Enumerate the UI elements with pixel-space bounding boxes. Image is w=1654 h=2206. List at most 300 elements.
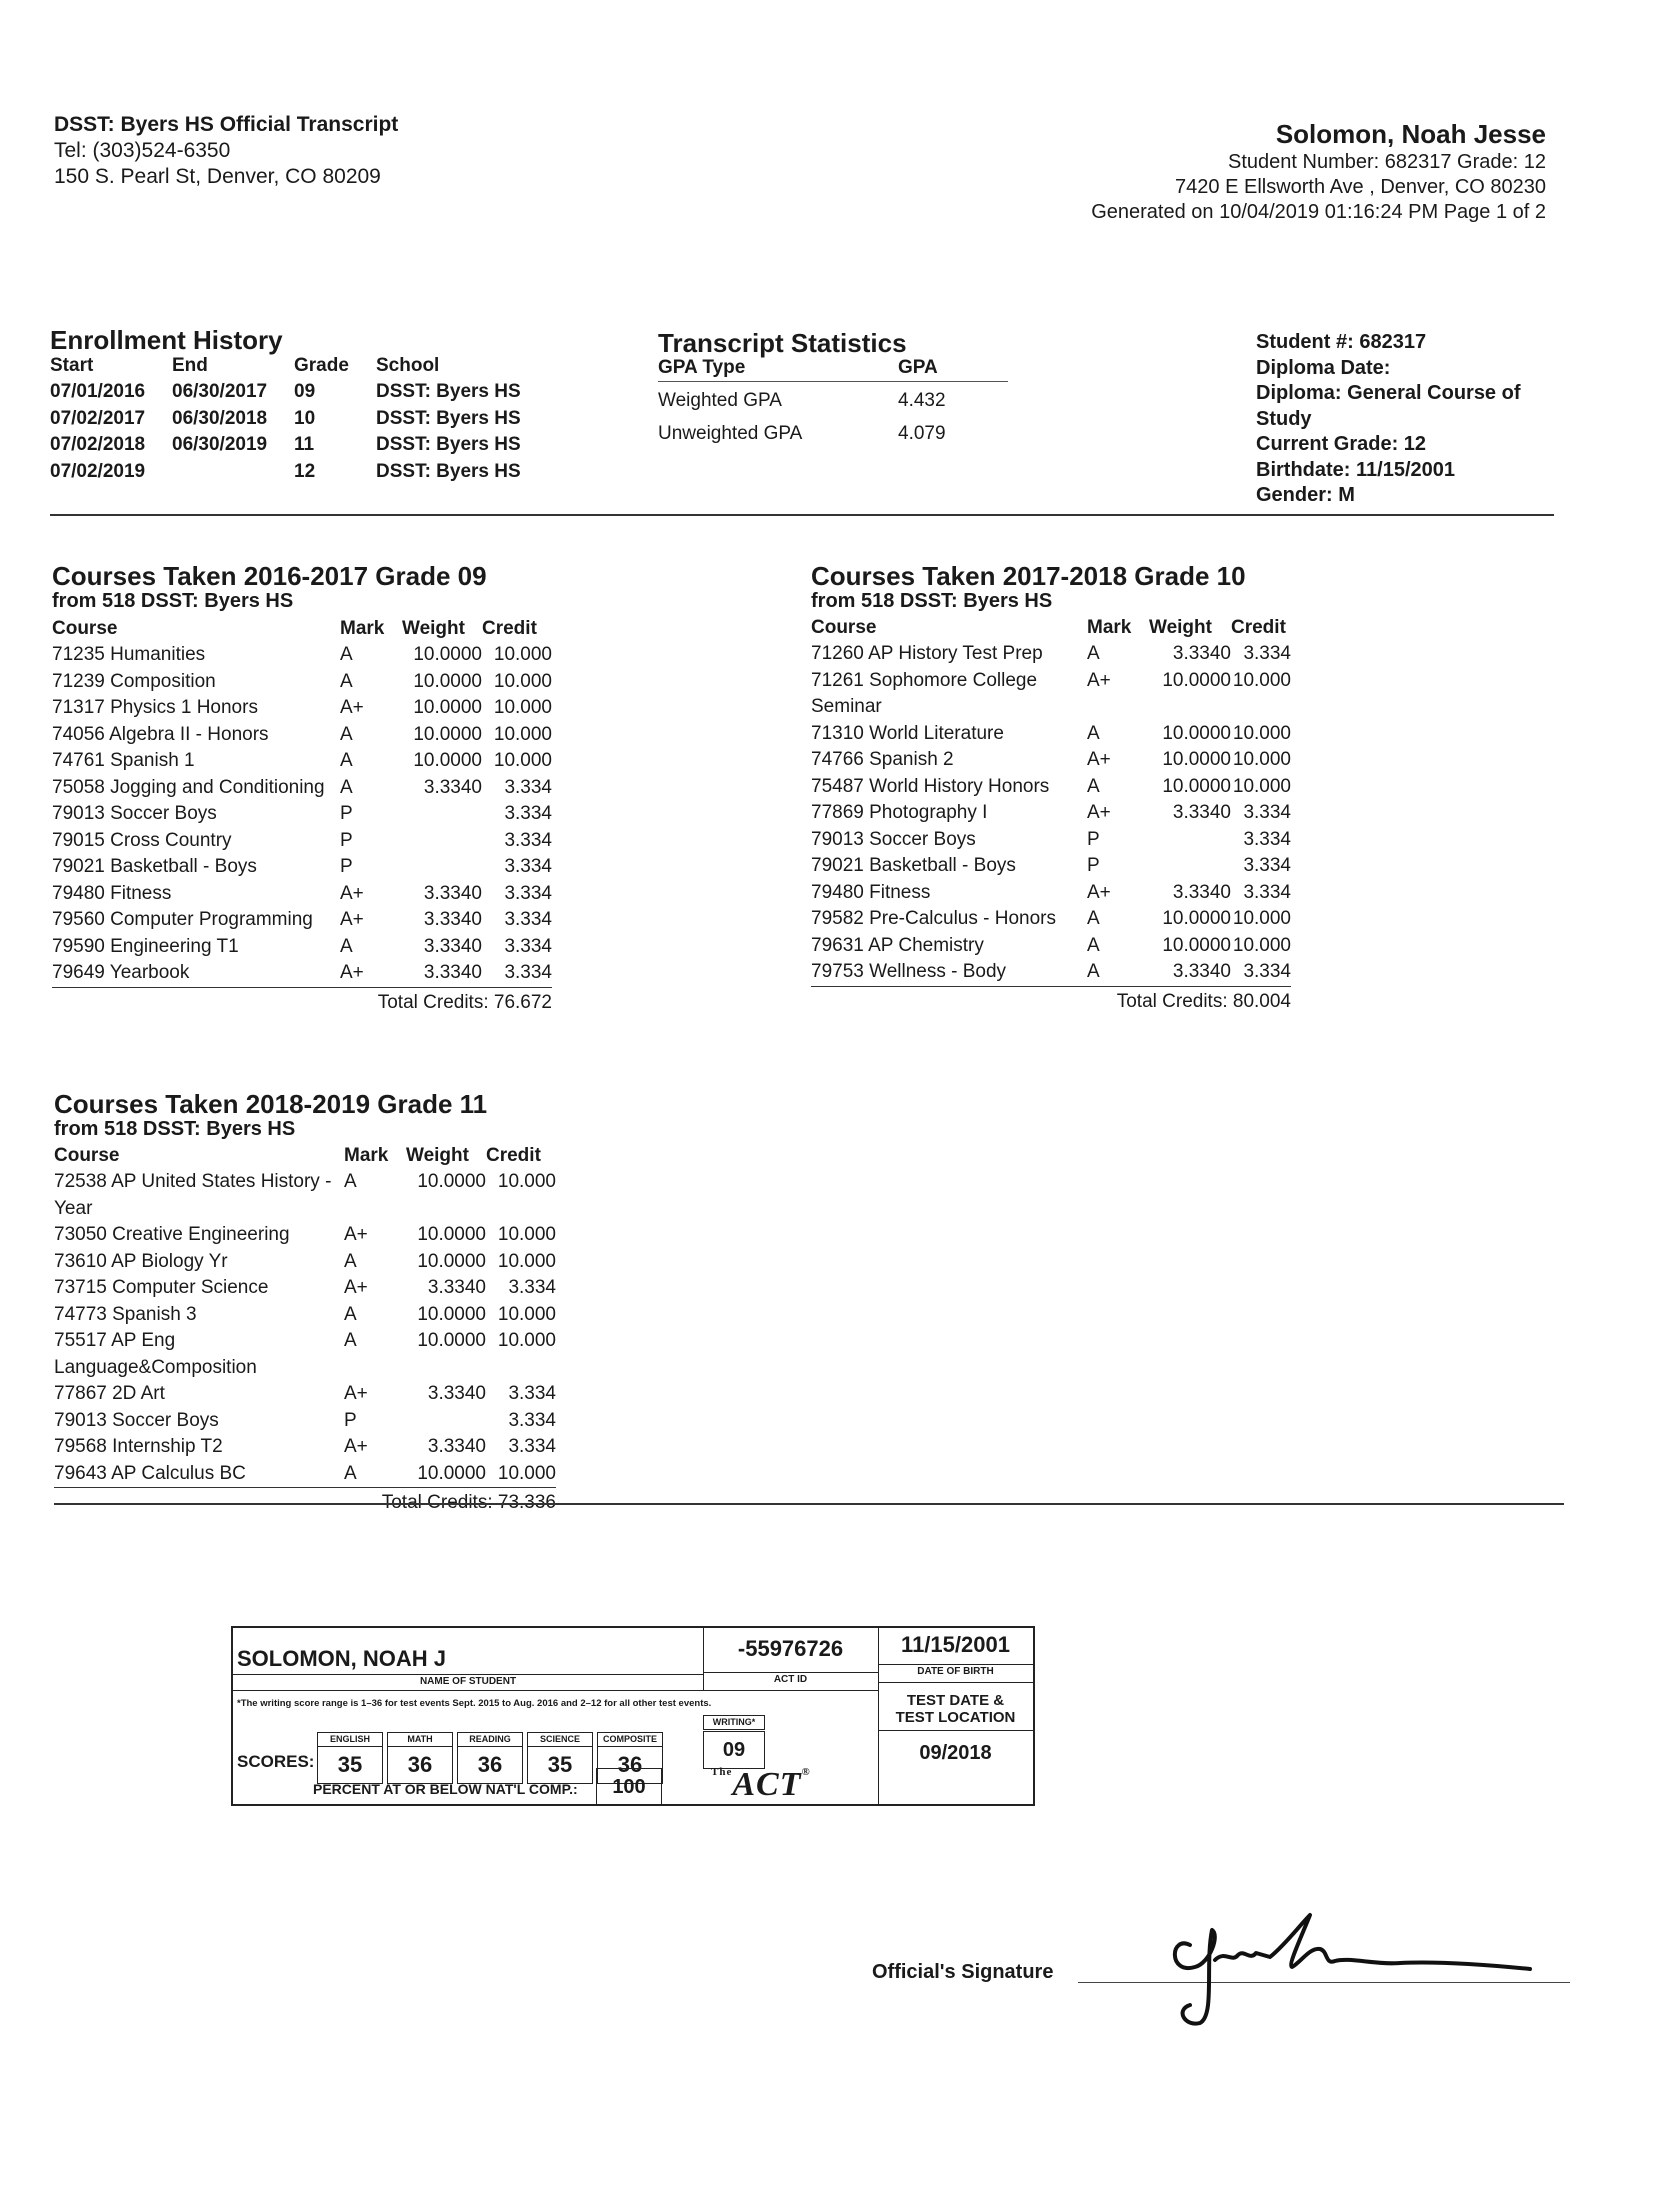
table-row <box>52 775 552 802</box>
course-credit: 10.000 <box>493 750 552 771</box>
course-name: 79582 Pre-Calculus - Honors <box>811 908 1057 929</box>
course-name: 79568 Internship T2 <box>54 1436 223 1457</box>
school-title: DSST: Byers HS Official Transcript <box>54 113 399 136</box>
course-weight: 10.0000 <box>417 1462 486 1484</box>
act-label-math: MATH <box>387 1732 453 1747</box>
course-credit: 10.000 <box>1232 908 1291 929</box>
courses-2016-title: Courses Taken 2016-2017 Grade 09 <box>52 561 487 591</box>
courses-2017-body <box>811 641 1291 1015</box>
table-row <box>50 432 536 459</box>
course-mark: A+ <box>1087 881 1111 903</box>
divider-top <box>50 514 1554 516</box>
course-credit: 10.000 <box>497 1171 556 1192</box>
col-course: Course <box>52 618 118 639</box>
gpa-type: Unweighted GPA <box>658 422 803 444</box>
course-weight: 10.0000 <box>1162 722 1231 744</box>
school-header <box>54 112 398 190</box>
table-row <box>811 933 1291 960</box>
table-row <box>52 748 552 775</box>
table-row <box>811 668 1291 721</box>
act-id-label: ACT ID <box>773 1674 808 1685</box>
table-row <box>52 828 552 855</box>
enroll-school: DSST: Byers HS <box>376 381 521 402</box>
col-weight: Weight <box>1149 617 1212 638</box>
course-weight <box>1149 827 1231 854</box>
courses-2018-body <box>54 1169 556 1517</box>
act-percent-label: PERCENT AT OR BELOW NAT'L COMP.: <box>313 1781 578 1797</box>
enroll-school: DSST: Byers HS <box>376 434 521 455</box>
table-row <box>52 881 552 908</box>
table-row <box>811 747 1291 774</box>
enroll-end <box>172 459 294 486</box>
generated-line: Generated on 10/04/2019 01:16:24 PM Page 1 of 2 <box>1091 201 1546 223</box>
course-mark: A <box>1087 722 1100 744</box>
total-credits: Total Credits: 76.672 <box>52 987 552 1016</box>
course-name: 77869 Photography I <box>811 802 988 823</box>
course-weight: 3.3340 <box>1172 881 1231 903</box>
enroll-school: DSST: Byers HS <box>376 407 521 429</box>
course-credit: 10.000 <box>493 644 552 665</box>
course-weight: 3.3340 <box>427 1277 486 1298</box>
act-score-label <box>231 1626 1035 1806</box>
col-start: Start <box>50 355 94 376</box>
enroll-end: 06/30/2019 <box>172 434 268 455</box>
course-weight: 3.3340 <box>423 962 482 983</box>
course-mark: P <box>340 803 353 824</box>
act-id-rule <box>703 1672 878 1673</box>
act-writing-label: WRITING* <box>703 1715 765 1730</box>
course-mark: A+ <box>340 882 364 904</box>
course-credit: 10.000 <box>497 1303 556 1325</box>
course-name: 79015 Cross Country <box>52 829 232 851</box>
course-credit: 10.000 <box>497 1224 556 1245</box>
courses-2016-body <box>52 642 552 1016</box>
table-row <box>52 907 552 934</box>
total-row <box>52 987 552 1016</box>
enrollment-title: Enrollment History <box>50 325 283 355</box>
course-weight: 10.0000 <box>1162 934 1231 956</box>
course-credit: 3.334 <box>508 1436 556 1457</box>
course-name: 75058 Jogging and Conditioning <box>52 776 325 798</box>
table-row <box>54 1302 556 1329</box>
student-name: Solomon, Noah Jesse <box>1275 119 1546 149</box>
course-credit: 3.334 <box>504 935 552 957</box>
course-name: 74773 Spanish 3 <box>54 1303 197 1325</box>
courses-2017-table <box>811 617 1291 1015</box>
course-name: 71239 Composition <box>52 670 216 692</box>
info-student-number: Student #: 682317 <box>1256 331 1427 353</box>
course-credit: 3.334 <box>504 803 552 824</box>
table-row <box>811 721 1291 748</box>
course-weight: 10.0000 <box>413 644 482 665</box>
course-weight: 3.3340 <box>423 935 482 957</box>
table-row <box>658 415 1008 448</box>
table-row <box>811 641 1291 668</box>
course-name: 75487 World History Honors <box>811 775 1050 797</box>
act-scores-label: SCORES: <box>237 1752 315 1771</box>
act-writing-score: 09 <box>703 1731 765 1769</box>
gpa-value: 4.079 <box>898 422 946 444</box>
course-credit: 10.000 <box>1232 775 1291 797</box>
enroll-grade: 09 <box>294 381 316 402</box>
course-mark: A <box>1087 934 1100 956</box>
col-course: Course <box>811 617 877 638</box>
course-mark: P <box>1087 855 1100 876</box>
act-percent-value: 100 <box>596 1768 662 1806</box>
course-name: 73050 Creative Engineering <box>54 1224 290 1245</box>
course-name: 79013 Soccer Boys <box>54 1409 219 1431</box>
course-weight: 10.0000 <box>417 1250 486 1272</box>
course-credit: 10.000 <box>1232 934 1291 956</box>
course-name: 79021 Basketball - Boys <box>811 855 1016 876</box>
course-credit: 10.000 <box>497 1330 556 1351</box>
total-row <box>811 986 1291 1015</box>
enroll-grade: 10 <box>294 407 316 429</box>
table-row <box>811 827 1291 854</box>
course-credit: 10.000 <box>493 670 552 692</box>
course-name: 79021 Basketball - Boys <box>52 856 257 877</box>
total-row <box>54 1488 556 1517</box>
table-row <box>50 406 536 433</box>
course-weight: 10.0000 <box>413 723 482 745</box>
courses-2018-title: Courses Taken 2018-2019 Grade 11 <box>54 1089 488 1119</box>
course-mark: A+ <box>1087 749 1111 770</box>
col-credit: Credit <box>486 1145 541 1166</box>
enroll-start: 07/02/2017 <box>50 407 146 429</box>
course-credit: 3.334 <box>508 1383 556 1404</box>
course-weight: 10.0000 <box>417 1303 486 1325</box>
course-weight: 3.3340 <box>1172 961 1231 982</box>
course-credit: 10.000 <box>1232 749 1291 770</box>
col-weight: Weight <box>406 1145 469 1166</box>
course-mark: A <box>340 670 353 692</box>
table-row <box>811 906 1291 933</box>
course-weight <box>402 828 482 855</box>
act-logo-tm-prefix: The <box>711 1766 733 1778</box>
table-row <box>54 1249 556 1276</box>
course-mark: P <box>340 856 353 877</box>
info-diploma-line1: Diploma: General Course of <box>1256 382 1521 404</box>
divider-bottom <box>54 1503 1564 1505</box>
table-row <box>811 853 1291 880</box>
course-name: 74766 Spanish 2 <box>811 749 954 770</box>
course-weight: 3.3340 <box>423 909 482 930</box>
course-credit: 10.000 <box>1232 722 1291 744</box>
course-weight: 10.0000 <box>413 750 482 771</box>
act-score-composite: 36 <box>597 1746 663 1784</box>
col-school: School <box>376 355 440 376</box>
course-credit: 3.334 <box>504 856 552 877</box>
enrollment-header-row <box>50 355 536 379</box>
course-weight: 3.3340 <box>427 1436 486 1457</box>
course-mark: A <box>1087 775 1100 797</box>
enrollment-body <box>50 379 536 485</box>
course-credit: 3.334 <box>1243 643 1291 664</box>
course-name: 79013 Soccer Boys <box>52 803 217 824</box>
course-name: 79753 Wellness - Body <box>811 961 1007 982</box>
course-mark: A <box>340 644 353 665</box>
table-row <box>54 1434 556 1461</box>
course-weight <box>1149 853 1231 880</box>
info-birthdate: Birthdate: 11/15/2001 <box>1256 458 1455 481</box>
course-mark: A <box>1087 643 1100 664</box>
act-dob-value: 11/15/2001 <box>901 1632 1010 1657</box>
enrollment-table <box>50 355 536 485</box>
total-credits: Total Credits: 80.004 <box>811 986 1291 1015</box>
course-name: 74761 Spanish 1 <box>52 750 195 771</box>
school-phone: Tel: (303)524-6350 <box>54 139 231 162</box>
course-name: 74056 Algebra II - Honors <box>52 723 269 745</box>
table-row <box>54 1461 556 1488</box>
course-name: 71317 Physics 1 Honors <box>52 697 258 718</box>
act-test-date-label <box>878 1692 1033 1726</box>
course-name: 71261 Sophomore College Seminar <box>811 669 1038 717</box>
course-credit: 3.334 <box>1243 855 1291 876</box>
course-credit: 3.334 <box>1243 961 1291 982</box>
statistics-table <box>658 357 1008 447</box>
act-logo-text: ACT <box>732 1766 802 1803</box>
table-row <box>54 1169 556 1222</box>
course-mark: A <box>344 1171 357 1192</box>
course-weight: 10.0000 <box>417 1171 486 1192</box>
course-name: 75517 AP Eng Language&Composition <box>54 1330 257 1378</box>
course-mark: A <box>344 1303 357 1325</box>
table-row <box>52 854 552 881</box>
col-mark: Mark <box>1087 617 1132 638</box>
col-gpa-type: GPA Type <box>658 357 746 378</box>
course-weight: 10.0000 <box>413 670 482 692</box>
table-row <box>50 459 536 486</box>
act-dob-bottom-rule <box>878 1682 1033 1683</box>
act-label-science: SCIENCE <box>527 1732 593 1747</box>
act-logo-registered: ® <box>801 1766 811 1778</box>
course-credit: 10.000 <box>493 697 552 718</box>
course-weight: 3.3340 <box>423 882 482 904</box>
course-name: 73610 AP Biology Yr <box>54 1250 228 1272</box>
act-logo <box>711 1766 811 1804</box>
courses-2016-table <box>52 618 552 1016</box>
course-weight: 10.0000 <box>1162 749 1231 770</box>
statistics-header-row <box>658 357 1008 382</box>
table-row <box>50 379 536 406</box>
gpa-value: 4.432 <box>898 390 946 411</box>
info-gender: Gender: M <box>1256 484 1355 506</box>
col-end: End <box>172 355 208 376</box>
course-mark: A <box>344 1330 357 1351</box>
course-credit: 3.334 <box>1243 828 1291 850</box>
table-row <box>811 959 1291 986</box>
table-row <box>658 382 1008 415</box>
enroll-start: 07/01/2016 <box>50 381 146 402</box>
act-test-date-label-1: TEST DATE & <box>906 1692 1005 1709</box>
col-mark: Mark <box>344 1145 389 1166</box>
course-mark: A+ <box>344 1436 368 1457</box>
course-mark: A+ <box>340 962 364 983</box>
table-row <box>54 1275 556 1302</box>
col-credit: Credit <box>482 618 537 639</box>
act-label-composite: COMPOSITE <box>597 1732 663 1747</box>
enroll-start: 07/02/2019 <box>50 460 146 482</box>
student-number-line: Student Number: 682317 Grade: 12 <box>1228 151 1546 173</box>
enroll-start: 07/02/2018 <box>50 434 146 455</box>
act-test-date-rule <box>878 1730 1033 1731</box>
col-grade: Grade <box>294 355 349 376</box>
course-weight: 3.3340 <box>1172 643 1231 664</box>
course-name: 73715 Computer Science <box>54 1277 269 1298</box>
total-credits: Total Credits: 73.336 <box>54 1488 556 1517</box>
course-name: 77867 2D Art <box>54 1383 165 1404</box>
course-mark: A <box>340 776 353 798</box>
course-weight: 3.3340 <box>427 1383 486 1404</box>
act-score-science: 35 <box>527 1746 593 1784</box>
course-weight: 10.0000 <box>417 1224 486 1245</box>
course-credit: 3.334 <box>504 776 552 798</box>
course-credit: 3.334 <box>504 829 552 851</box>
course-mark: A+ <box>340 909 364 930</box>
course-name: 79013 Soccer Boys <box>811 828 976 850</box>
enroll-grade: 12 <box>294 460 316 482</box>
statistics-body <box>658 382 1008 448</box>
course-name: 79631 AP Chemistry <box>811 934 984 956</box>
act-test-date-value: 09/2018 <box>919 1742 992 1764</box>
course-weight: 10.0000 <box>413 697 482 718</box>
course-mark: A+ <box>344 1224 368 1245</box>
act-dob-label: DATE OF BIRTH <box>917 1666 994 1677</box>
course-name: 79560 Computer Programming <box>52 909 313 930</box>
course-weight: 3.3340 <box>423 776 482 798</box>
school-address: 150 S. Pearl St, Denver, CO 80209 <box>54 165 381 188</box>
table-row <box>52 801 552 828</box>
table-row <box>52 695 552 722</box>
course-mark: A <box>340 750 353 771</box>
courses-2017-title: Courses Taken 2017-2018 Grade 10 <box>811 561 1246 591</box>
act-top-rule <box>233 1690 878 1691</box>
table-row <box>54 1408 556 1435</box>
act-name-label: NAME OF STUDENT <box>419 1676 517 1687</box>
courses-2018-header-row <box>54 1145 556 1169</box>
course-mark: P <box>1087 828 1100 850</box>
table-row <box>54 1328 556 1381</box>
course-mark: A+ <box>340 697 364 718</box>
course-credit: 10.000 <box>493 723 552 745</box>
signature-drawing <box>1160 1905 1540 2035</box>
course-weight <box>406 1408 486 1435</box>
course-credit: 10.000 <box>497 1462 556 1484</box>
course-weight: 10.0000 <box>1162 775 1231 797</box>
course-credit: 3.334 <box>504 909 552 930</box>
enroll-grade: 11 <box>294 434 315 455</box>
col-course: Course <box>54 1145 120 1166</box>
act-score-math: 36 <box>387 1746 453 1784</box>
info-diploma-line2: Study <box>1256 407 1312 430</box>
course-mark: P <box>340 829 353 851</box>
course-name: 71235 Humanities <box>52 644 206 665</box>
course-credit: 10.000 <box>497 1250 556 1272</box>
course-mark: A <box>340 723 353 745</box>
act-id-value: -55976726 <box>737 1636 844 1661</box>
course-mark: A <box>340 935 353 957</box>
info-current-grade: Current Grade: 12 <box>1256 433 1427 455</box>
course-mark: A+ <box>344 1277 368 1298</box>
course-name: 79480 Fitness <box>811 881 931 903</box>
course-credit: 3.334 <box>508 1409 556 1431</box>
course-weight: 3.3340 <box>1172 802 1231 823</box>
courses-2016-header-row <box>52 618 552 642</box>
table-row <box>54 1222 556 1249</box>
course-mark: A+ <box>1087 669 1111 691</box>
statistics-title: Transcript Statistics <box>658 328 907 358</box>
course-name: 79480 Fitness <box>52 882 172 904</box>
course-weight <box>402 854 482 881</box>
enroll-end: 06/30/2018 <box>172 407 268 429</box>
course-weight: 10.0000 <box>417 1330 486 1351</box>
course-mark: A <box>1087 908 1100 929</box>
act-test-date-label-2: TEST LOCATION <box>895 1709 1016 1726</box>
course-weight: 10.0000 <box>1162 908 1231 929</box>
course-name: 79590 Engineering T1 <box>52 935 239 957</box>
course-name: 79649 Yearbook <box>52 962 190 983</box>
act-label-english: ENGLISH <box>317 1732 383 1747</box>
act-score-english: 35 <box>317 1746 383 1784</box>
course-weight <box>402 801 482 828</box>
enroll-end: 06/30/2017 <box>172 381 268 402</box>
course-name: 71260 AP History Test Prep <box>811 643 1043 664</box>
student-header <box>1091 118 1546 225</box>
course-mark: A+ <box>1087 802 1111 823</box>
course-mark: P <box>344 1409 357 1431</box>
student-info <box>1256 330 1521 509</box>
enroll-school: DSST: Byers HS <box>376 460 521 482</box>
col-weight: Weight <box>402 618 465 639</box>
course-credit: 3.334 <box>1243 881 1291 903</box>
course-mark: A <box>344 1250 357 1272</box>
col-gpa: GPA <box>898 357 938 378</box>
course-mark: A+ <box>344 1383 368 1404</box>
course-mark: A <box>1087 961 1100 982</box>
course-name: 79643 AP Calculus BC <box>54 1462 246 1484</box>
course-credit: 3.334 <box>1243 802 1291 823</box>
table-row <box>811 800 1291 827</box>
act-name-rule <box>233 1674 703 1675</box>
courses-2017-subtitle: from 518 DSST: Byers HS <box>811 590 1053 612</box>
student-address: 7420 E Ellsworth Ave , Denver, CO 80230 <box>1175 176 1546 198</box>
course-credit: 3.334 <box>504 962 552 983</box>
course-name: 72538 AP United States History -Year <box>54 1171 332 1219</box>
table-row <box>811 880 1291 907</box>
gpa-type: Weighted GPA <box>658 390 782 411</box>
col-mark: Mark <box>340 618 385 639</box>
table-row <box>52 960 552 987</box>
course-credit: 3.334 <box>508 1277 556 1298</box>
table-row <box>52 642 552 669</box>
act-student-name: SOLOMON, NOAH J <box>237 1646 447 1671</box>
act-dob-rule <box>878 1664 1033 1665</box>
course-credit: 3.334 <box>504 882 552 904</box>
table-row <box>52 934 552 961</box>
course-weight: 10.0000 <box>1162 669 1231 691</box>
courses-2017-header-row <box>811 617 1291 641</box>
table-row <box>811 774 1291 801</box>
table-row <box>52 722 552 749</box>
table-row <box>54 1381 556 1408</box>
courses-2018-table <box>54 1145 556 1517</box>
signature-label: Official's Signature <box>872 1961 1054 1983</box>
table-row <box>52 669 552 696</box>
act-label-reading: READING <box>457 1732 523 1747</box>
courses-2018-subtitle: from 518 DSST: Byers HS <box>54 1118 296 1140</box>
info-diploma-date: Diploma Date: <box>1256 356 1391 379</box>
course-mark: A <box>344 1462 357 1484</box>
